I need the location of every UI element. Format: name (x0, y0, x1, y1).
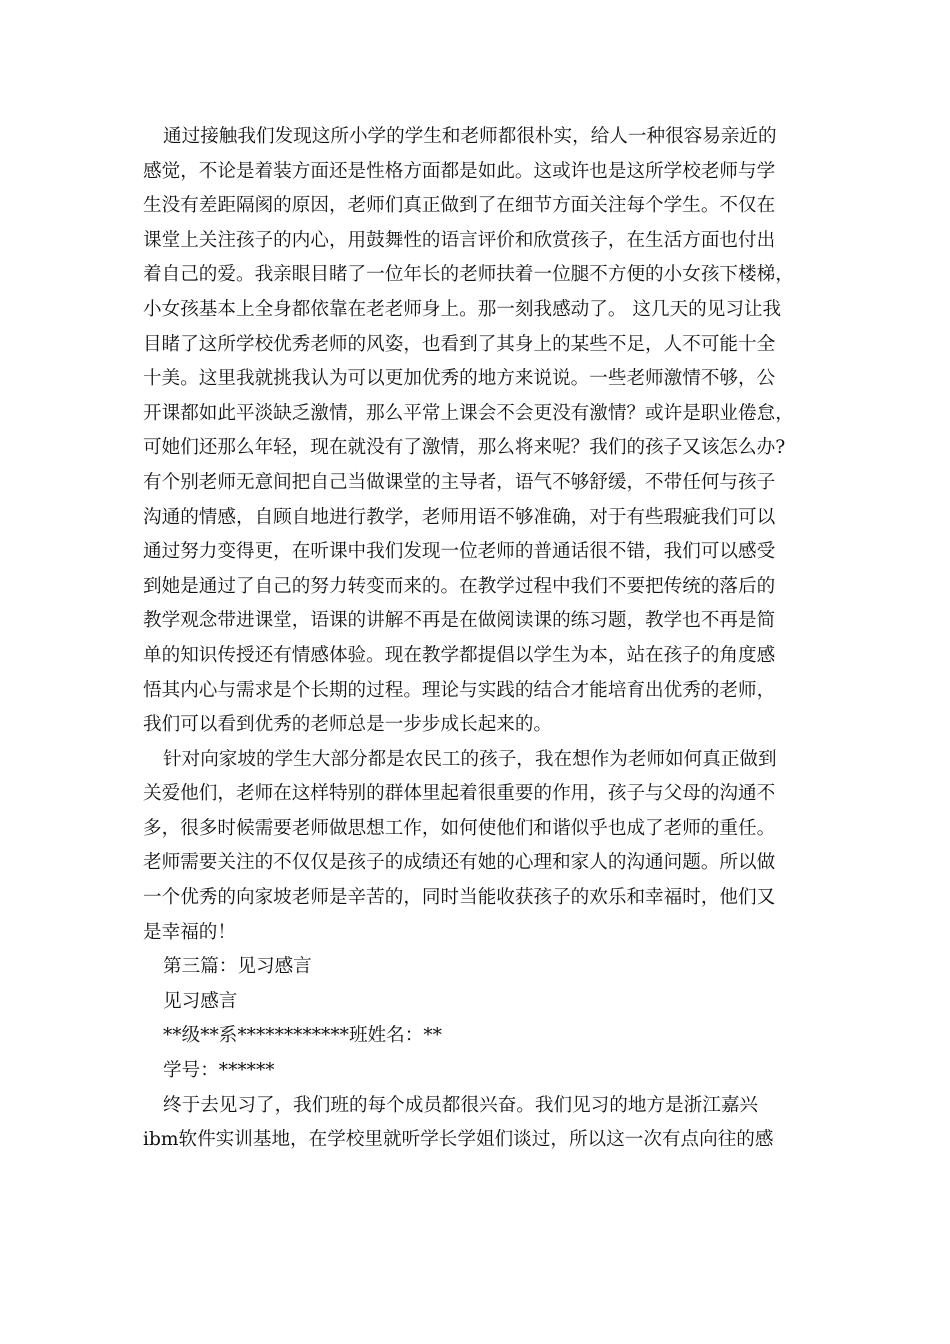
text-line: 生没有差距隔阂的原因，老师们真正做到了在细节方面关注每个学生。不仅在 (143, 195, 776, 217)
text-line: 教学观念带进课堂，语课的讲解不再是在做阅读课的练习题，教学也不再是简 (143, 610, 776, 632)
text-line: 老师需要关注的不仅仅是孩子的成绩还有她的心理和家人的沟通问题。所以做 (143, 852, 776, 874)
text-line: 开课都如此平淡缺乏激情，那么平常上课会不会更没有激情？或许是职业倦怠， (143, 402, 794, 424)
text-line: 第三篇：见习感言 (163, 956, 312, 978)
text-line: 学号：****** (163, 1060, 275, 1082)
text-line: 小女孩基本上全身都依靠在老老师身上。那一刻我感动了。 这几天的见习让我 (143, 298, 782, 320)
text-line: 我们可以看到优秀的老师总是一步步成长起来的。 (143, 714, 553, 736)
text-line: 着自己的爱。我亲眼目睹了一位年长的老师扶着一位腿不方便的小女孩下楼梯， (143, 264, 794, 286)
text-line: 沟通的情感，自顾自地进行教学，老师用语不够准确，对于有些瑕疵我们可以 (143, 506, 776, 528)
text-line: 可她们还那么年轻，现在就没有了激情，那么将来呢？我们的孩子又该怎么办? (143, 437, 786, 459)
text-line: 一个优秀的向家坡老师是辛苦的，同时当能收获孩子的欢乐和幸福时，他们又 (143, 887, 776, 909)
text-line: 悟其内心与需求是个长期的过程。理论与实践的结合才能培育出优秀的老师， (143, 679, 776, 701)
text-line: 有个别老师无意间把自己当做课堂的主导者，语气不够舒缓，不带任何与孩子 (143, 471, 776, 493)
text-line: 关爱他们，老师在这样特别的群体里起着很重要的作用，孩子与父母的沟通不 (143, 783, 776, 805)
text-line: 通过接触我们发现这所小学的学生和老师都很朴实，给人一种很容易亲近的 (163, 126, 777, 147)
text-line: 见习感言 (163, 990, 238, 1012)
text-line: 单的知识传授还有情感体验。现在教学都提倡以学生为本，站在孩子的角度感 (143, 644, 776, 666)
text-line: 目睹了这所学校优秀老师的风姿，也看到了其身上的某些不足，人不可能十全 (143, 333, 776, 355)
text-line: 针对向家坡的学生大部分都是农民工的孩子，我在想作为老师如何真正做到 (163, 748, 777, 770)
text-line: 多，很多时候需要老师做思想工作，如何使他们和谐似乎也成了老师的重任。 (143, 817, 776, 839)
text-line: 是幸福的！ (143, 921, 236, 943)
text-line: 通过努力变得更，在听课中我们发现一位老师的普通话很不错，我们可以感受 (143, 541, 776, 563)
text-line: 感觉，不论是着装方面还是性格方面都是如此。这或许也是这所学校老师与学 (143, 160, 776, 182)
text-line: ibm软件实训基地，在学校里就听学长学姐们谈过，所以这一次有点向往的感 (143, 1129, 774, 1151)
text-line: 十美。这里我就挑我认为可以更加优秀的地方来说说。一些老师激情不够，公 (143, 368, 776, 390)
text-line: 到她是通过了自己的努力转变而来的。在教学过程中我们不要把传统的落后的 (143, 575, 776, 597)
document-body (143, 120, 805, 1158)
text-line: 终于去见习了，我们班的每个成员都很兴奋。我们见习的地方是浙江嘉兴 (163, 1094, 759, 1116)
text-line: 课堂上关注孩子的内心，用鼓舞性的语言评价和欣赏孩子，在生活方面也付出 (143, 229, 776, 251)
text-line: **级**系************班姓名：** (163, 1025, 442, 1047)
